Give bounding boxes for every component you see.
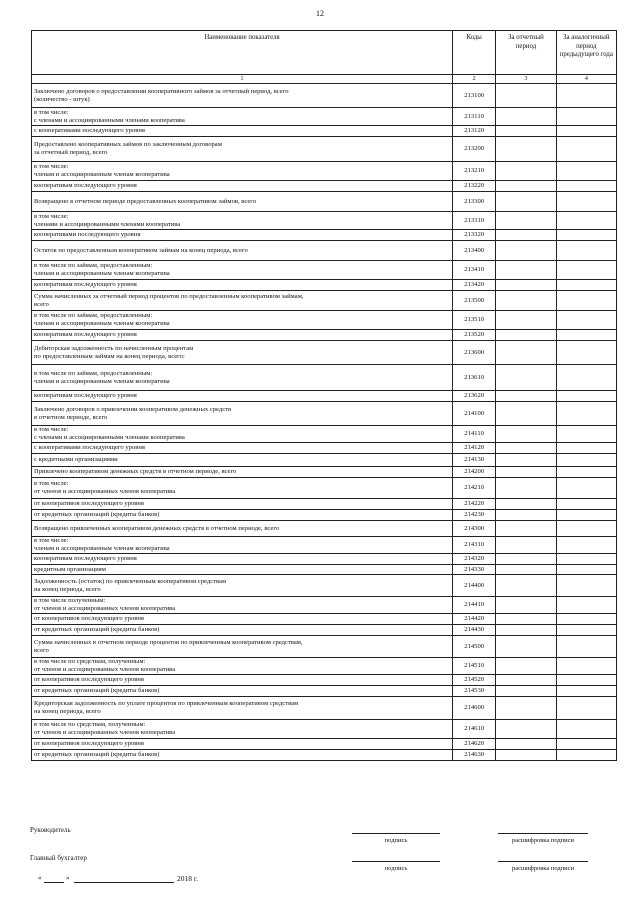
indicator-code: 214410 [453,597,496,614]
indicator-code: 214120 [453,443,496,454]
accountant-label: Главный бухгалтер [30,854,87,862]
indicator-code: 213510 [453,311,496,330]
previous-period-value-cell[interactable] [556,291,616,311]
table-row [32,554,617,565]
indicator-name [32,658,453,675]
indicator-code: 214130 [453,454,496,467]
table-row [32,750,617,761]
current-period-value-cell[interactable] [496,311,556,330]
date-close-quote: » [66,874,70,882]
indicator-name-line: от кредитных организаций (кредиты банков) [34,626,160,633]
current-period-value-cell[interactable] [496,391,556,402]
current-period-value-cell[interactable] [496,750,556,761]
indicator-code: 213320 [453,230,496,241]
table-row [32,391,617,402]
current-period-value-cell[interactable] [496,720,556,739]
previous-period-value-cell[interactable] [556,521,616,537]
indicator-name [32,697,453,720]
indicator-name-line: от кооперативов последующего уровня [34,740,144,747]
indicator-name [32,614,453,625]
current-period-value-cell[interactable] [496,565,556,575]
table-row [32,241,617,261]
indicator-name [32,750,453,761]
current-period-value-cell[interactable] [496,108,556,126]
indicator-name [32,402,453,426]
previous-period-value-cell[interactable] [556,443,616,454]
table-row [32,575,617,597]
indicator-name-line: Сумма начисленных за отчетный период процентов по предоставленным кооперативом займам, [34,292,304,300]
indicator-name-line: с членами и ассоциированными членами кооператива [34,434,185,441]
indicator-code: 214230 [453,510,496,521]
indicator-name-line: в том числе: [34,212,69,220]
current-period-value-cell[interactable] [496,181,556,192]
previous-period-value-cell[interactable] [556,192,616,212]
indicator-code: 213220 [453,181,496,192]
indicator-name [32,739,453,750]
indicator-name-line: за отчетный период, всего [34,149,108,156]
previous-period-value-cell[interactable] [556,261,616,280]
indicator-name-line: с кредитными организациями [34,456,118,463]
indicator-name-line: членам и ассоциированным членам кооператива [34,270,170,277]
table-row [32,291,617,311]
current-period-value-cell[interactable] [496,261,556,280]
indicator-name [32,636,453,658]
indicator-code: 213310 [453,212,496,230]
report-table [31,30,617,761]
previous-period-value-cell[interactable] [556,739,616,750]
indicator-name-line: Сумма начисленных в отчетном периоде процентов по привлеченным кооперативом средствам, [34,638,303,646]
head-label: Руководитель [30,826,71,834]
indicator-name [32,675,453,686]
previous-period-value-cell[interactable] [556,162,616,181]
indicator-name-line: от кооперативов последующего уровня [34,676,144,683]
current-period-value-cell[interactable] [496,575,556,597]
indicator-name [32,554,453,565]
indicator-code: 214400 [453,575,496,597]
table-row [32,311,617,330]
indicator-name [32,365,453,391]
accountant-signature-caption: подпись [384,865,408,872]
indicator-name-line: кооперативам последующего уровня [34,182,137,189]
current-period-value-cell[interactable] [496,537,556,554]
table-row [32,126,617,137]
indicator-name [32,192,453,212]
current-period-value-cell[interactable] [496,686,556,697]
table-row [32,510,617,521]
current-period-value-cell[interactable] [496,230,556,241]
indicator-code: 214520 [453,675,496,686]
current-period-value-cell[interactable] [496,636,556,658]
indicator-name-line: в том числе полученным: [34,597,106,604]
indicator-name [32,341,453,365]
table-row [32,261,617,280]
indicator-name [32,311,453,330]
table-row [32,597,617,614]
indicator-name [32,575,453,597]
table-row [32,426,617,443]
current-period-value-cell[interactable] [496,521,556,537]
previous-period-value-cell[interactable] [556,565,616,575]
indicator-code: 214510 [453,658,496,675]
indicator-name-line: от кредитных организаций (кредиты банков) [34,687,160,694]
indicator-name-line: (количество - штук) [34,95,90,103]
indicator-name-line: Возвращено в отчетном периоде предоставленных кооперативом займов, всего [34,197,257,205]
indicator-name [32,443,453,454]
indicator-name-line: в том числе: [34,537,69,544]
header-indicator-name: Наименование показателя [32,31,453,75]
current-period-value-cell[interactable] [496,597,556,614]
table-row [32,478,617,499]
current-period-value-cell[interactable] [496,478,556,499]
previous-period-value-cell[interactable] [556,697,616,720]
current-period-value-cell[interactable] [496,241,556,261]
table-row [32,614,617,625]
indicator-name-line: в отчетном периоде, всего [34,413,108,421]
table-row [32,84,617,108]
previous-period-value-cell[interactable] [556,720,616,739]
indicator-name-line: в том числе по займам, предоставленным: [34,312,153,319]
current-period-value-cell[interactable] [496,554,556,565]
indicator-code: 214210 [453,478,496,499]
indicator-code: 213420 [453,280,496,291]
indicator-name [32,212,453,230]
indicator-name-line: в том числе: [34,426,69,433]
table-row [32,162,617,181]
current-period-value-cell[interactable] [496,510,556,521]
previous-period-value-cell[interactable] [556,426,616,443]
date-month-line [74,882,174,883]
indicator-name [32,330,453,341]
table-row [32,137,617,162]
indicator-code: 214330 [453,565,496,575]
previous-period-value-cell[interactable] [556,330,616,341]
header-current-period: За отчетный период [496,31,556,75]
current-period-value-cell[interactable] [496,291,556,311]
date-open-quote: « [38,874,42,882]
indicator-name-line: Привлечено кооперативом денежных средств в отчетном периоде, всего [34,468,237,475]
current-period-value-cell[interactable] [496,341,556,365]
indicator-code: 213500 [453,291,496,311]
table-row [32,636,617,658]
indicator-code: 213120 [453,126,496,137]
previous-period-value-cell[interactable] [556,126,616,137]
previous-period-value-cell[interactable] [556,658,616,675]
current-period-value-cell[interactable] [496,192,556,212]
indicator-name-line: членам и ассоциированным членам кооператива [34,320,170,327]
current-period-value-cell[interactable] [496,84,556,108]
indicator-name [32,108,453,126]
indicator-name-line: Кредиторская задолженность по уплате процентов по привлеченным кооперативом средствам [34,700,299,707]
indicator-name-line: по предоставленным займам на конец периода, всего: [34,352,185,360]
indicator-code: 213610 [453,365,496,391]
page-number: 12 [316,9,324,18]
column-number: 2 [453,75,496,84]
table-row [32,181,617,192]
indicator-name [32,499,453,510]
previous-period-value-cell[interactable] [556,311,616,330]
previous-period-value-cell[interactable] [556,575,616,597]
indicator-name-line: Возвращено привлеченных кооперативом денежных средств в отчетном периоде, всего [34,524,280,532]
indicator-code: 214220 [453,499,496,510]
previous-period-value-cell[interactable] [556,230,616,241]
indicator-name-line: от кредитных организаций (кредиты банков) [34,511,160,518]
table-row [32,443,617,454]
indicator-name-line: от кооперативов последующего уровня [34,500,144,507]
indicator-name [32,625,453,636]
indicator-name [32,84,453,108]
indicator-name [32,686,453,697]
table-row [32,192,617,212]
column-number: 3 [496,75,556,84]
indicator-name [32,291,453,311]
indicator-name [32,720,453,739]
indicator-name-line: членами и ассоциированными членами кооператива [34,220,181,228]
current-period-value-cell[interactable] [496,365,556,391]
indicator-name-line: с кооперативами последующего уровня [34,127,145,134]
indicator-name-line: кооперативами последующего уровня [34,231,141,238]
indicator-name-line: в том числе по займам, предоставленным: [34,262,153,269]
column-number-row [32,75,617,84]
indicator-name-line: всего [34,300,49,308]
table-row [32,108,617,126]
table-row [32,739,617,750]
indicator-name-line: всего [34,646,49,654]
indicator-name-line: в том числе по средствам, полученным: [34,721,146,728]
previous-period-value-cell[interactable] [556,341,616,365]
indicator-name [32,426,453,443]
indicator-name-line: в том числе по средствам, полученным: [34,658,146,665]
table-row [32,697,617,720]
indicator-code: 214610 [453,720,496,739]
indicator-name-line: от членов и ассоциированных членов кооператива [34,666,176,673]
indicator-name-line: в том числе: [34,108,69,116]
indicator-code: 214320 [453,554,496,565]
table-row [32,521,617,537]
current-period-value-cell[interactable] [496,212,556,230]
current-period-value-cell[interactable] [496,499,556,510]
indicator-name [32,565,453,575]
previous-period-value-cell[interactable] [556,614,616,625]
indicator-code: 213300 [453,192,496,212]
indicator-code: 214530 [453,686,496,697]
previous-period-value-cell[interactable] [556,454,616,467]
indicator-code: 213400 [453,241,496,261]
current-period-value-cell[interactable] [496,658,556,675]
indicator-name-line: с членами и ассоциированными членами кооператива [34,116,185,124]
current-period-value-cell[interactable] [496,739,556,750]
indicator-name-line: в том числе: [34,163,69,170]
indicator-name [32,137,453,162]
indicator-name-line: в том числе по займам, предоставленным: [34,369,153,377]
previous-period-value-cell[interactable] [556,537,616,554]
date-day-line [44,882,64,883]
indicator-name [32,537,453,554]
indicator-name-line: Задолженность (остаток) по привлеченным кооперативом средствам [34,577,227,585]
previous-period-value-cell[interactable] [556,365,616,391]
table-row [32,341,617,365]
indicator-code: 214300 [453,521,496,537]
indicator-code: 214500 [453,636,496,658]
indicator-name-line: Заключено договоров о предоставлении кооперативного займов за отчетный период, всего [34,87,289,95]
previous-period-value-cell[interactable] [556,478,616,499]
indicator-code: 214630 [453,750,496,761]
indicator-name [32,521,453,537]
current-period-value-cell[interactable] [496,126,556,137]
indicator-code: 213200 [453,137,496,162]
current-period-value-cell[interactable] [496,426,556,443]
indicator-name-line: Остаток по предоставленным кооперативом займам на конец периода, всего [34,246,248,254]
current-period-value-cell[interactable] [496,280,556,291]
current-period-value-cell[interactable] [496,402,556,426]
indicator-name-line: членам и ассоциированным членам кооператива [34,171,170,178]
header-previous-period: За аналогичный период предыдущего года [556,31,616,75]
previous-period-value-cell[interactable] [556,750,616,761]
table-row [32,686,617,697]
table-row [32,365,617,391]
indicator-name [32,162,453,181]
indicator-code: 214200 [453,467,496,478]
indicator-code: 213620 [453,391,496,402]
header-row [32,31,617,75]
previous-period-value-cell[interactable] [556,467,616,478]
column-number: 4 [556,75,616,84]
previous-period-value-cell[interactable] [556,597,616,614]
previous-period-value-cell[interactable] [556,675,616,686]
indicator-name [32,230,453,241]
table-row [32,565,617,575]
indicator-name-line: кооперативам последующего уровня [34,331,137,338]
indicator-name [32,467,453,478]
indicator-name-line: в том числе: [34,480,69,487]
previous-period-value-cell[interactable] [556,391,616,402]
current-period-value-cell[interactable] [496,675,556,686]
indicator-code: 214420 [453,614,496,625]
table-row [32,212,617,230]
indicator-code: 213210 [453,162,496,181]
indicator-name [32,391,453,402]
indicator-name-line: членам и ассоциированным членам кооператива [34,377,170,385]
indicator-name-line: с кооперативами последующего уровня [34,444,145,451]
table-row [32,675,617,686]
header-code: Коды [453,31,496,75]
indicator-name-line: Заключено договоров о привлечении кооперативом денежных средств [34,405,232,413]
indicator-code: 214620 [453,739,496,750]
indicator-code: 213520 [453,330,496,341]
indicator-name-line: кооперативам последующего уровня [34,555,137,562]
indicator-code: 213600 [453,341,496,365]
indicator-name [32,181,453,192]
current-period-value-cell[interactable] [496,697,556,720]
accountant-signature-line [352,861,440,862]
indicator-name [32,478,453,499]
current-period-value-cell[interactable] [496,443,556,454]
current-period-value-cell[interactable] [496,137,556,162]
indicator-code: 214110 [453,426,496,443]
indicator-name [32,454,453,467]
current-period-value-cell[interactable] [496,330,556,341]
date-year: 2018 г. [177,874,198,883]
previous-period-value-cell[interactable] [556,554,616,565]
table-row [32,230,617,241]
previous-period-value-cell[interactable] [556,510,616,521]
indicator-code: 214100 [453,402,496,426]
indicator-name [32,510,453,521]
indicator-name-line: от членов и ассоциированных членов кооператива [34,729,176,736]
indicator-code: 213100 [453,84,496,108]
accountant-decoding-caption: расшифровка подписи [511,865,575,872]
indicator-name-line: членам и ассоциированным членам кооператива [34,545,170,552]
table-row [32,402,617,426]
previous-period-value-cell[interactable] [556,636,616,658]
previous-period-value-cell[interactable] [556,84,616,108]
current-period-value-cell[interactable] [496,454,556,467]
indicator-name-line: от кредитных организаций (кредиты банков) [34,751,160,758]
indicator-code: 214310 [453,537,496,554]
indicator-code: 213410 [453,261,496,280]
table-row [32,280,617,291]
current-period-value-cell[interactable] [496,162,556,181]
previous-period-value-cell[interactable] [556,137,616,162]
table-row [32,537,617,554]
previous-period-value-cell[interactable] [556,686,616,697]
previous-period-value-cell[interactable] [556,625,616,636]
indicator-name-line: от членов и ассоциированных членов кооператива [34,488,176,495]
indicator-name [32,261,453,280]
table-row [32,454,617,467]
accountant-decoding-line [498,861,588,862]
previous-period-value-cell[interactable] [556,280,616,291]
previous-period-value-cell[interactable] [556,402,616,426]
indicator-name [32,597,453,614]
table-row [32,330,617,341]
head-signature-line [352,833,440,834]
indicator-name-line: кредитным организациям [34,565,106,573]
table-row [32,467,617,478]
indicator-code: 213110 [453,108,496,126]
table-row [32,658,617,675]
indicator-code: 214430 [453,625,496,636]
table-row [32,499,617,510]
indicator-name [32,241,453,261]
indicator-name-line: от кооперативов последующего уровня [34,615,144,622]
current-period-value-cell[interactable] [496,467,556,478]
current-period-value-cell[interactable] [496,625,556,636]
indicator-name-line: на конец периода, всего [34,708,101,715]
previous-period-value-cell[interactable] [556,181,616,192]
head-signature-caption: подпись [384,837,408,844]
indicator-name [32,280,453,291]
indicator-name-line: Предоставлено кооперативных займов по заключенным договорам [34,141,222,148]
indicator-name-line: Дебиторская задолженность по начисленным процентам [34,344,194,352]
indicator-code: 214600 [453,697,496,720]
table-row [32,720,617,739]
previous-period-value-cell[interactable] [556,212,616,230]
indicator-name-line: от членов и ассоциированных членов кооператива [34,605,176,612]
table-row [32,625,617,636]
previous-period-value-cell[interactable] [556,499,616,510]
current-period-value-cell[interactable] [496,614,556,625]
indicator-name-line: кооперативам последующего уровня [34,281,137,288]
indicator-name-line: на конец периода, всего [34,585,101,593]
previous-period-value-cell[interactable] [556,108,616,126]
column-number: 1 [32,75,453,84]
indicator-name [32,126,453,137]
head-decoding-line [498,833,588,834]
head-decoding-caption: расшифровка подписи [511,837,575,844]
previous-period-value-cell[interactable] [556,241,616,261]
indicator-name-line: кооперативам последующего уровня [34,392,137,399]
